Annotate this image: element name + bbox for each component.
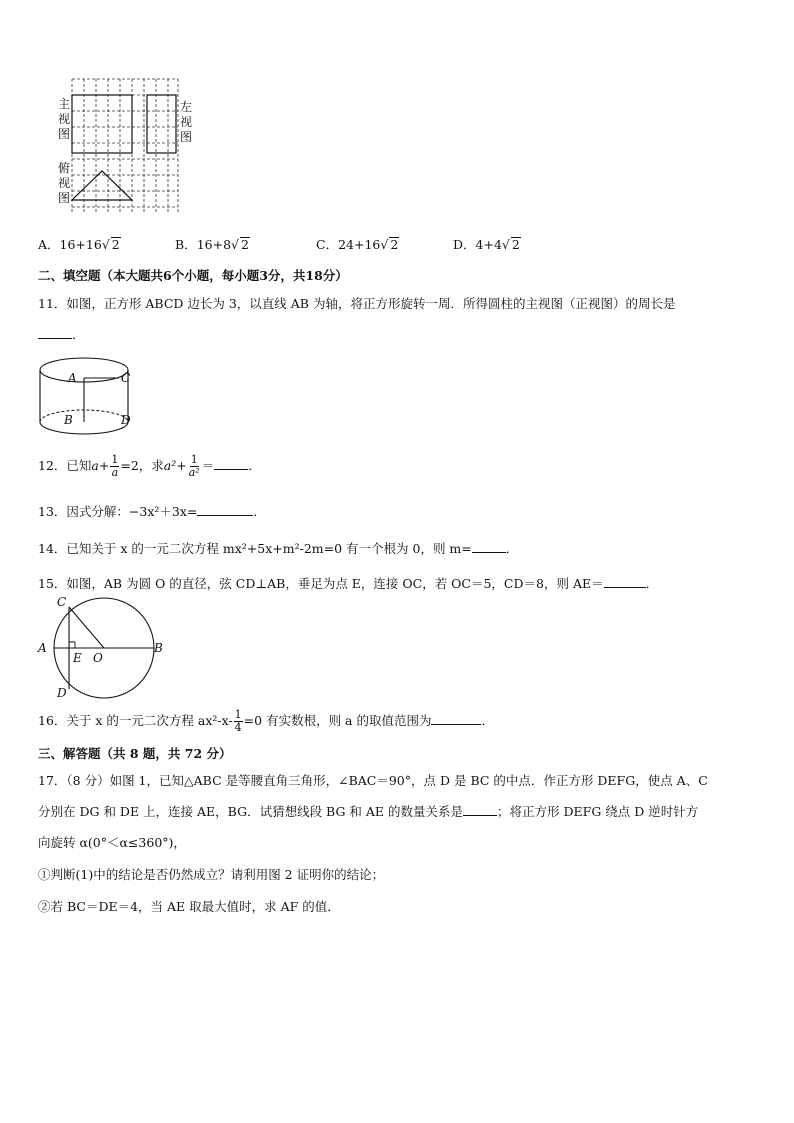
left-view-label: 左 视 图	[180, 100, 193, 144]
q11-answer-blank[interactable]	[38, 326, 72, 339]
q17-line3: 向旋转 α(0°＜α≤360°)，	[38, 835, 186, 850]
section3-title: 三、解答题（共 8 题，共 72 分）	[38, 746, 232, 761]
q12-fraction-2: $\frac{1}{\text{a²}}$	[188, 453, 200, 479]
cylinder-figure	[37, 348, 137, 444]
q16-answer-blank[interactable]	[431, 712, 481, 725]
q10-option-b: B．16+8√ 2	[175, 237, 249, 252]
sqrt-symbol-icon: √	[231, 237, 239, 252]
q12-answer-blank[interactable]	[214, 457, 248, 470]
q13-answer-blank[interactable]	[197, 503, 253, 516]
q16-text: 16．关于 x 的一元二次方程 ax²-x- $\frac{1}{4}$ =0 有实数根，则 a 的取值范围为 ．	[38, 708, 494, 734]
q10-option-d: D．4+4√ 2	[453, 237, 520, 252]
circle-label-d: D	[57, 686, 67, 700]
circle-label-o: O	[93, 651, 103, 665]
main-view-label: 主 视 图	[58, 97, 71, 141]
q17-sub1: ①判断(1)中的结论是否仍然成立？请利用图 2 证明你的结论；	[38, 867, 385, 882]
three-view-figure	[54, 76, 202, 216]
q10-option-c: C．24+16√ 2	[316, 237, 399, 252]
q15-text: 15．如图，AB 为圆 O 的直径，弦 CD⊥AB，垂足为点 E，连接 OC，若 OC＝5，CD＝8，则 AE＝ ．	[38, 576, 659, 591]
q11-answer-line: ．	[38, 325, 85, 343]
q16-fraction: $\frac{1}{4}$	[234, 708, 242, 734]
q14-text: 14．已知关于 x 的一元二次方程 mx²+5x+m²-2m=0 有一个根为 0，则 m= ．	[38, 541, 519, 556]
q13-text: 13．因式分解：−3x²＋3x= ．	[38, 504, 266, 519]
top-view-label: 俯 视 图	[58, 161, 71, 205]
left-view-rect	[147, 95, 176, 153]
three-view-svg	[54, 76, 202, 216]
section2-title: 二、填空题（本大题共6个小题，每小题3分，共18分）	[38, 268, 348, 283]
q11-text: 11．如图，正方形 ABCD 边长为 3，以直线 AB 为轴，将正方形旋转一周．所得圆柱的主视图（正视图）的周长是	[38, 296, 676, 311]
circle-label-a: A	[38, 641, 47, 655]
sqrt-symbol-icon: √	[380, 237, 389, 252]
sqrt-symbol-icon: √	[101, 237, 110, 252]
q10-option-a: A．16+16√ 2	[38, 237, 120, 252]
cyl-label-d: D	[121, 413, 131, 427]
cyl-label-a: A	[68, 371, 77, 385]
main-view-rect	[72, 95, 132, 153]
q17-line1: 17．（8 分）如图 1，已知△ABC 是等腰直角三角形，∠BAC＝90°，点 D 是 BC 的中点．作正方形 DEFG，使点 A、C	[38, 773, 708, 788]
q17-sub2: ②若 BC＝DE＝4，当 AE 取最大值时，求 AF 的值．	[38, 899, 340, 914]
sqrt-symbol-icon: √	[501, 237, 510, 252]
q12-text: 12．已知a+ $\frac{1}{a}$ =2，求a²+ $\frac{1}{\text{a²}}$ ＝ ．	[38, 453, 261, 479]
circle-label-e: E	[73, 651, 82, 665]
q12-fraction-1: $\frac{1}{a}$	[111, 453, 119, 479]
cyl-label-c: C	[121, 371, 131, 385]
cyl-label-b: B	[64, 413, 73, 427]
q17-line2: 分别在 DG 和 DE 上，连接 AE，BG．试猜想线段 BG 和 AE 的数量关系是 ；将正方形 DEFG 绕点 D 逆时针方	[38, 804, 699, 819]
q14-answer-blank[interactable]	[472, 540, 506, 553]
q17-answer-blank[interactable]	[463, 803, 497, 816]
circle-label-b: B	[154, 641, 163, 655]
q15-answer-blank[interactable]	[604, 575, 646, 588]
cylinder-svg	[37, 348, 137, 444]
circle-label-c: C	[57, 595, 67, 609]
